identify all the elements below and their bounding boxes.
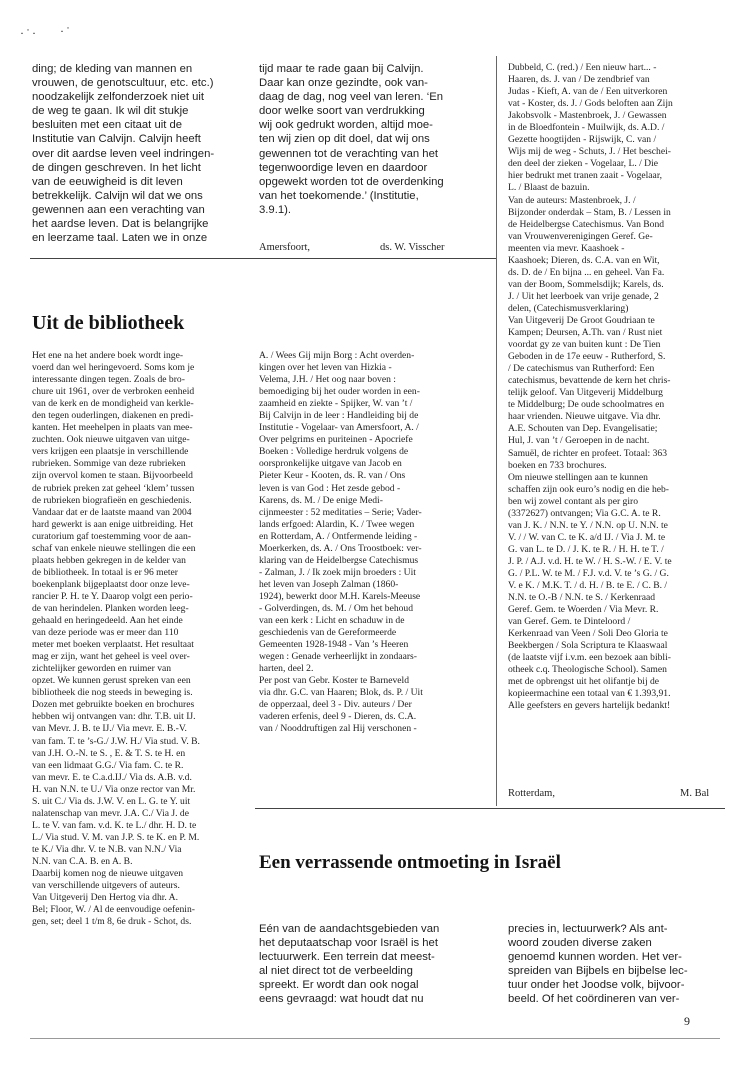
- bibliotheek-column-2: A. / Wees Gij mijn Borg : Acht overden- kingen over het leven van Hizkia - Velema, J.H. / Het oog naar boven : bemoediging bij het ouder worden in een- zaamheid en ziekte - Spijker, W. van ’t / Bij Calvijn in de leer : Handleiding bij de Institutie - Vogelaar- van Amersfoort, A. / Over pelgrims en puriteinen - Apocriefe Boeken : Volledige herdruk volgens de oorspronkelijke uitgave van Jacob en Pieter Keur - Kooten, ds. R. van / Ons leven is van God : Het zesde gebod - Karens, ds. M. / De enige Medi- cijnmeester : 52 meditaties – Serie; Vader- lands erfgoed: Alardin, K. / Twee wegen en Rotterdam, A. / Ontfermende leiding - Moerkerken, ds. A. / Ons Troostboek: ver- klaring van de Heidelbergse Catechismus - Zalman, J. / Ik zoek mijn broeders : Uit het leven van Joseph Zalman (1860- 1924), bewerkt door M.H. Karels-Meeuse - Golverdingen, ds. M. / Om het behoud van een kerk : Licht en schaduw in de geschiedenis van de Gereformeerde Gemeenten 1928-1948 - Van ’s Heeren wegen : Genade verheerlijkt in zondaars- harten, deel 2. Per post van Gebr. Koster te Barneveld via dhr. G.C. van Haaren; Blok, ds. P. / Uit de opperzaal, deel 3 - Div. auteurs / Der vaderen erfenis, deel 9 - Dieren, ds. C.A. van / Nooddruftigen zal Hij verschonen -: [259, 350, 423, 735]
- essay-column-1: ding; de kleding van mannen en vrouwen, de genotscultuur, etc. etc.) noodzakelijk zelfonderzoek niet uit de weg te gaan. Ik wil dit stukje besluiten met een citaat uit de Institutie van Calvijn. Calvijn heeft over dit aardse leven veel indringen- de dingen geschreven. In het licht van de eeuwigheid is dit leven betrekkelijk. Calvijn wil dat we ons gewennen aan een verachting van het aardse leven. Dat is belangrijke en leerzame taal. Laten we in onze: [32, 63, 215, 245]
- bibliotheek-column-1: Het ene na het andere boek wordt inge- voerd dan wel heringevoerd. Soms kom je interessante dingen tegen. Zoals de bro- chure uit 1961, over de verbroken eenheid van de kerk en de mondigheid van kerkle- den tegen ouderlingen, diakenen en predi- kanten. Het meehelpen in plaats van mee- zuchten. Ook nieuwe uitgaven van uitge- vers krijgen een plaatsje in verschillende rubrieken. Sommige van deze rubrieken zijn overvol komen te staan. Bijvoorbeeld de rubriek preken zat geheel ‘klem’ tussen de rubrieken biografieën en geschiedenis. Vandaar dat er de laatste maand van 2004 hard gewerkt is aan enige uitbreiding. Het curatorium gaf toestemming voor de aan- schaf van enkele nieuwe stellingen die een plaats hebben gekregen in de kelder van de bibliotheek. In totaal is er 96 meter boekenplank bijgeplaatst door onze leve- rancier P. H. te Y. Daarop volgt een perio- de van herindelen. Planken worden leeg- gehaald en heringedeeld. Aan het einde van deze periode was er meer dan 110 meter met boeken verplaatst. Het resultaat mag er zijn, want het geheel is veel over- zichtelijker geworden en ruimer van opzet. We kunnen gerust spreken van een bibliotheek die nog steeds in beweging is. Dozen met gebruikte boeken en brochures hebben wij ontvangen van: dhr. T.B. uit IJ. van Mevr. J. B. te IJ./ Via mevr. E. B.-V. van fam. T. te ’s-G./ J.W. H./ Via stud. V. B. van J.H. O.-N. te S. , E. & T. S. te H. en van een lidmaat G.G./ Via fam. C. te R. van mevr. E. te C.a.d.IJ./ Via ds. A.B. v.d. H. van N.N. te U./ Via onze rector van Mr. S. uit C./ Via ds. J.W. V. en L. G. te Y. uit nalatenschap van mevr. J.A. C./ Via J. de L. te V. van fam. v.d. K. te L./ dhr. H. D. te L./ Via stud. V. M. van J.P. S. te K. en P. M. te K./ Via dhr. V. te N.B. van N.N./ Via N.N. van C.A. B. en A. B. Daarbij komen nog de nieuwe uitgaven van verschillende uitgevers of auteurs. Van Uitgeverij Den Hertog via dhr. A. Bel; Floor, W. / Al de eenvoudige oefenin- gen, set; deel 1 t/m 8, 6e druk - Schot, ds.: [32, 350, 200, 928]
- page-number: 9: [684, 1014, 690, 1028]
- column-divider-right: [496, 56, 497, 806]
- bibliotheek-column-3: Dubbeld, C. (red.) / Een nieuw hart... - Haaren, ds. J. van / De zendbrief van Judas - Kieft, A. van de / Een uitverkoren vat - Koster, ds. J. / Gods beloften aan Zijn Jakobsvolk - Mastenbroek, J. / Gewassen in de Bloedfontein - Muilwijk, ds. A.D. / Gezette hoogtijden - Rijswijk, C. van / Wijs mij de weg - Schuts, J. / Het beschei- den deel der zieken - Vogelaar, L. / Die hier bedrukt met tranen zaait - Vogelaar, L. / Blaast de bazuin. Van de auteurs: Mastenbroek, J. / Bijzonder onderdak – Stam, B. / Lessen in de Heidelbergse Catechismus. Van Bond van Vrouwenverenigingen Geref. Ge- meenten via mevr. Kaashoek - Kaashoek; Dieren, ds. C.A. van en Wit, ds. D. de / En bijna ... en geheel. Van Fa. van der Boom, Sommelsdijk; Karels, ds. J. / Uit het leerboek van vrije genade, 2 delen, (Catechismusverklaring) Van Uitgeverij De Groot Goudriaan te Kampen; Deursen, A.Th. van / Rust niet voordat gy ze van buiten kunt : De Tien Geboden in de 17e eeuw - Rutherford, S. / De catechismus van Rutherford: Een catechismus, bevattende de kern het chris- telijk geloof. Van Uitgeverij Middelburg te Middelburg; De oude schoolmatres en haar vrienden. Nieuwe uitgave. Via dhr. A.E. Schouten van Dep. Evangelisatie; Hul, J. van ’t / Geroepen in de nacht. Samuël, de richter en profeet. Totaal: 363 boeken en 733 brochures. Om nieuwe stellingen aan te kunnen schaffen zijn ook euro’s nodig en die heb- ben wij zowel contant als per giro (3372627) ontvangen; Via G.C. A. te R. van J. K. / N.N. te Y. / N.N. op U. N.N. te V. / / W. van C. te K. a/d IJ. / Via J. M. te G. van L. te D. / J. K. te R. / H. H. te T. / J. P. / A.J. v.d. H. te W. / H. S.-W. / E. V. te G. / P.L. W. te M. / F.J. v.d. V. te ’s G. / G. V. e K. / M.K. T. / d. H. / B. te E. / C. B. / N.N. te O.-B / N.N. te S. / Kerkenraad Geref. Gem. te Woerden / Via Mevr. R. van Geref. Gem. te Dinteloord / Kerkenraad van Veen / Soli Deo Gloria te Beekbergen / Sola Scriptura te Klaaswaal (de laatste vijf i.v.m. een bezoek aan bibli- otheek c.q. Theologische School). Samen met de opbrengst uit het olifantje bij de kopieermachine een totaal van € 1.393,91. Alle geefsters en gevers hartelijk bedankt!: [508, 62, 673, 712]
- essay-divider: [30, 258, 496, 259]
- israel-title: Een verrassende ontmoeting in Israël: [259, 852, 561, 873]
- page-bottom-rule: [30, 1038, 720, 1039]
- decorative-dots-left: ·˙·: [20, 26, 38, 40]
- decorative-dots-right: ·˙: [60, 24, 72, 38]
- bibliotheek-author: M. Bal: [680, 788, 710, 799]
- section-divider: [255, 808, 725, 809]
- bibliotheek-place: Rotterdam,: [508, 788, 555, 799]
- israel-column-1: Eén van de aandachtsgebieden van het deputaatschap voor Israël is het lectuurwerk. Een terrein dat meest- al niet direct tot de verbeelding spreekt. Er wordt dan ook nogal eens gevraagd: wat houdt dat nu: [259, 923, 440, 1006]
- israel-column-2: precies in, lectuurwerk? Als ant- woord zouden diverse zaken genoemd kunnen worden. Het ver- spreiden van Bijbels en bijbelse lec- tuur onder het Joodse volk, bijvoor- beeld. Of het coördineren van ver-: [508, 923, 688, 1006]
- essay-author: ds. W. Visscher: [380, 242, 445, 253]
- bibliotheek-title: Uit de bibliotheek: [32, 312, 185, 334]
- essay-place: Amersfoort,: [259, 242, 311, 253]
- essay-column-2: tijd maar te rade gaan bij Calvijn. Daar kan onze gezindte, ook van- daag de dag, nog veel van leren. ‘En door welke soort van verdrukking wij ook gedrukt worden, altijd moe- ten wij zien op dit doel, dat wij ons gewennen tot de verachting van het tegenwoordige leven en daardoor opgewekt worden tot de overdenking van het toekomende.’ (Institutie, 3.9.1).: [259, 63, 444, 216]
